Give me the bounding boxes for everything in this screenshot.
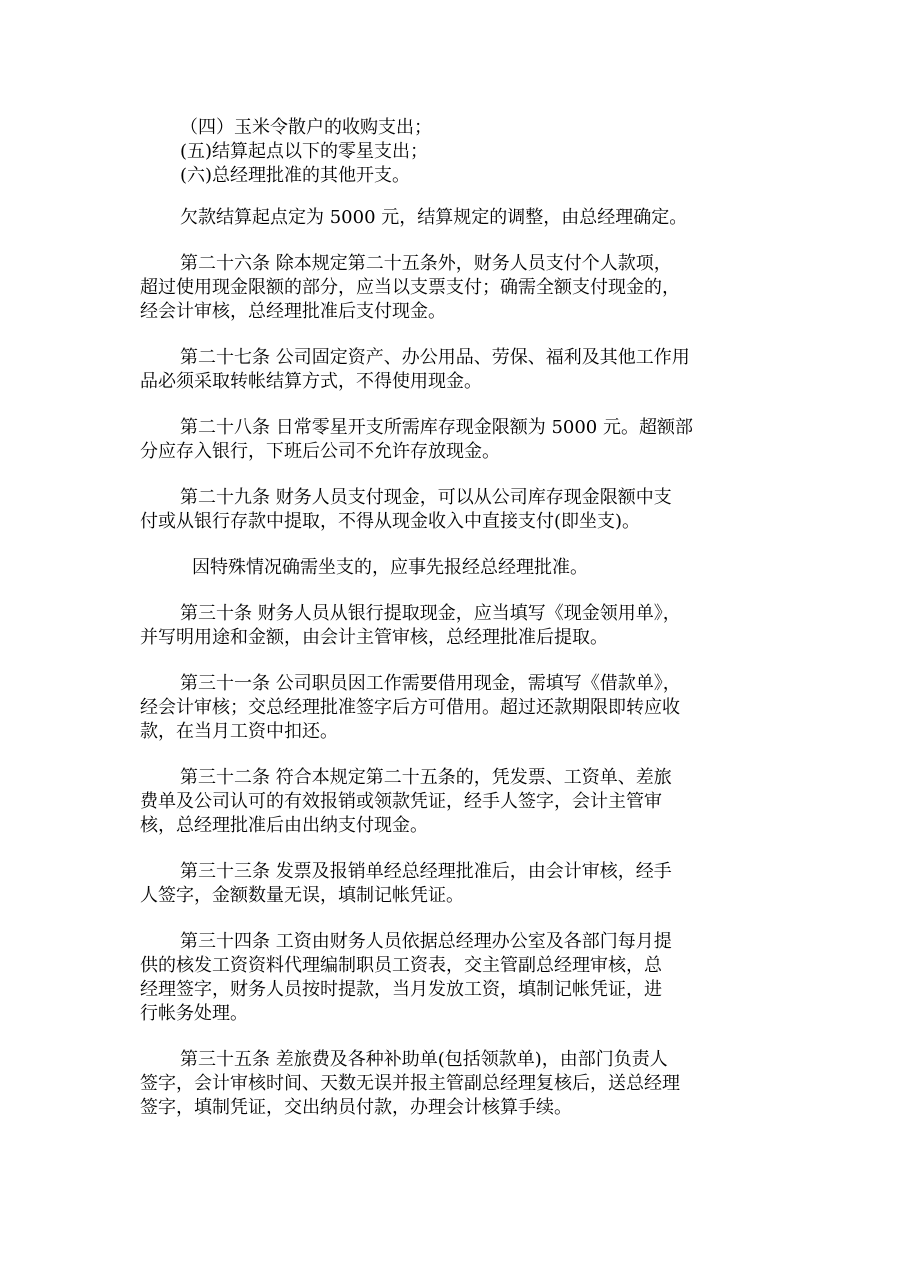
paragraph-settlement-threshold: [140, 206, 780, 230]
paragraph-line: 第三十条 财务人员从银行提取现金，应当填写《现金领用单》，: [180, 603, 681, 624]
paragraph-line: 签字，会计审核时间、天数无误并报主管副总经理复核后，送总经理: [140, 1073, 680, 1094]
article-28: [140, 416, 780, 464]
paragraph-line: 品必须采取转帐结算方式，不得使用现金。: [140, 371, 482, 392]
article-33: [140, 860, 780, 908]
paragraph-line: 第二十六条 除本规定第二十五条外，财务人员支付个人款项，: [180, 253, 672, 274]
paragraph-line: 第三十四条 工资由财务人员依据总经理办公室及各部门每月提: [180, 931, 672, 952]
paragraph-line: 第二十七条 公司固定资产、办公用品、劳保、福利及其他工作用: [180, 347, 690, 368]
article-27: [140, 346, 780, 394]
paragraph-line: 付或从银行存款中提取，不得从现金收入中直接支付(即坐支)。: [140, 511, 641, 532]
paragraph-line: 第三十三条 发票及报销单经总经理批准后，由会计审核，经手: [180, 861, 672, 882]
paragraph-line: 超过使用现金限额的部分，应当以支票支付；确需全额支付现金的，: [140, 277, 680, 298]
paragraph-line: 费单及公司认可的有效报销或领款凭证，经手人签字，会计主管审: [140, 791, 662, 812]
article-34: [140, 930, 780, 1026]
paragraph-line: 第二十九条 财务人员支付现金，可以从公司库存现金限额中支: [180, 487, 672, 508]
paragraph-line: 款，在当月工资中扣还。: [140, 721, 338, 742]
paragraph-line: 第三十一条 公司职员因工作需要借用现金，需填写《借款单》，: [180, 673, 681, 694]
paragraph-line: 并写明用途和金额，由会计主管审核，总经理批准后提取。: [140, 627, 608, 648]
paragraph-line: 行帐务处理。: [140, 1003, 248, 1024]
expense-list: [140, 116, 780, 188]
paragraph-line: 第二十八条 日常零星开支所需库存现金限额为 5000 元。超额部: [180, 417, 693, 438]
article-31: [140, 672, 780, 744]
article-26: [140, 252, 780, 324]
paragraph-special-case: [140, 556, 780, 580]
paragraph-line: 因特殊情况确需坐支的，应事先报经总经理批准。: [192, 557, 588, 578]
paragraph-line: 经理签字，财务人员按时提款，当月发放工资，填制记帐凭证，进: [140, 979, 662, 1000]
paragraph-line: 核，总经理批准后由出纳支付现金。: [140, 815, 428, 836]
paragraph-line: 人签字，金额数量无误，填制记帐凭证。: [140, 885, 464, 906]
paragraph-line: 第三十二条 符合本规定第二十五条的，凭发票、工资单、差旅: [180, 767, 672, 788]
paragraph-line: 经会计审核，总经理批准后支付现金。: [140, 301, 446, 322]
list-item: (五)结算起点以下的零星支出；: [180, 141, 429, 162]
list-item: （四）玉米令散户的收购支出；: [180, 117, 432, 138]
paragraph-line: 经会计审核；交总经理批准签字后方可借用。超过还款期限即转应收: [140, 697, 680, 718]
paragraph-line: 第三十五条 差旅费及各种补助单(包括领款单)，由部门负责人: [180, 1049, 668, 1070]
list-item: (六)总经理批准的其他开支。: [180, 165, 411, 186]
article-35: [140, 1048, 780, 1120]
article-29: [140, 486, 780, 534]
paragraph-line: 供的核发工资资料代理编制职员工资表，交主管副总经理审核，总: [140, 955, 662, 976]
paragraph-line: 分应存入银行，下班后公司不允许存放现金。: [140, 441, 500, 462]
document-body: [140, 116, 780, 1120]
article-32: [140, 766, 780, 838]
paragraph-line: 签字，填制凭证，交出纳员付款，办理会计核算手续。: [140, 1097, 572, 1118]
article-30: [140, 602, 780, 650]
paragraph-line: 欠款结算起点定为 5000 元，结算规定的调整，由总经理确定。: [180, 207, 688, 228]
